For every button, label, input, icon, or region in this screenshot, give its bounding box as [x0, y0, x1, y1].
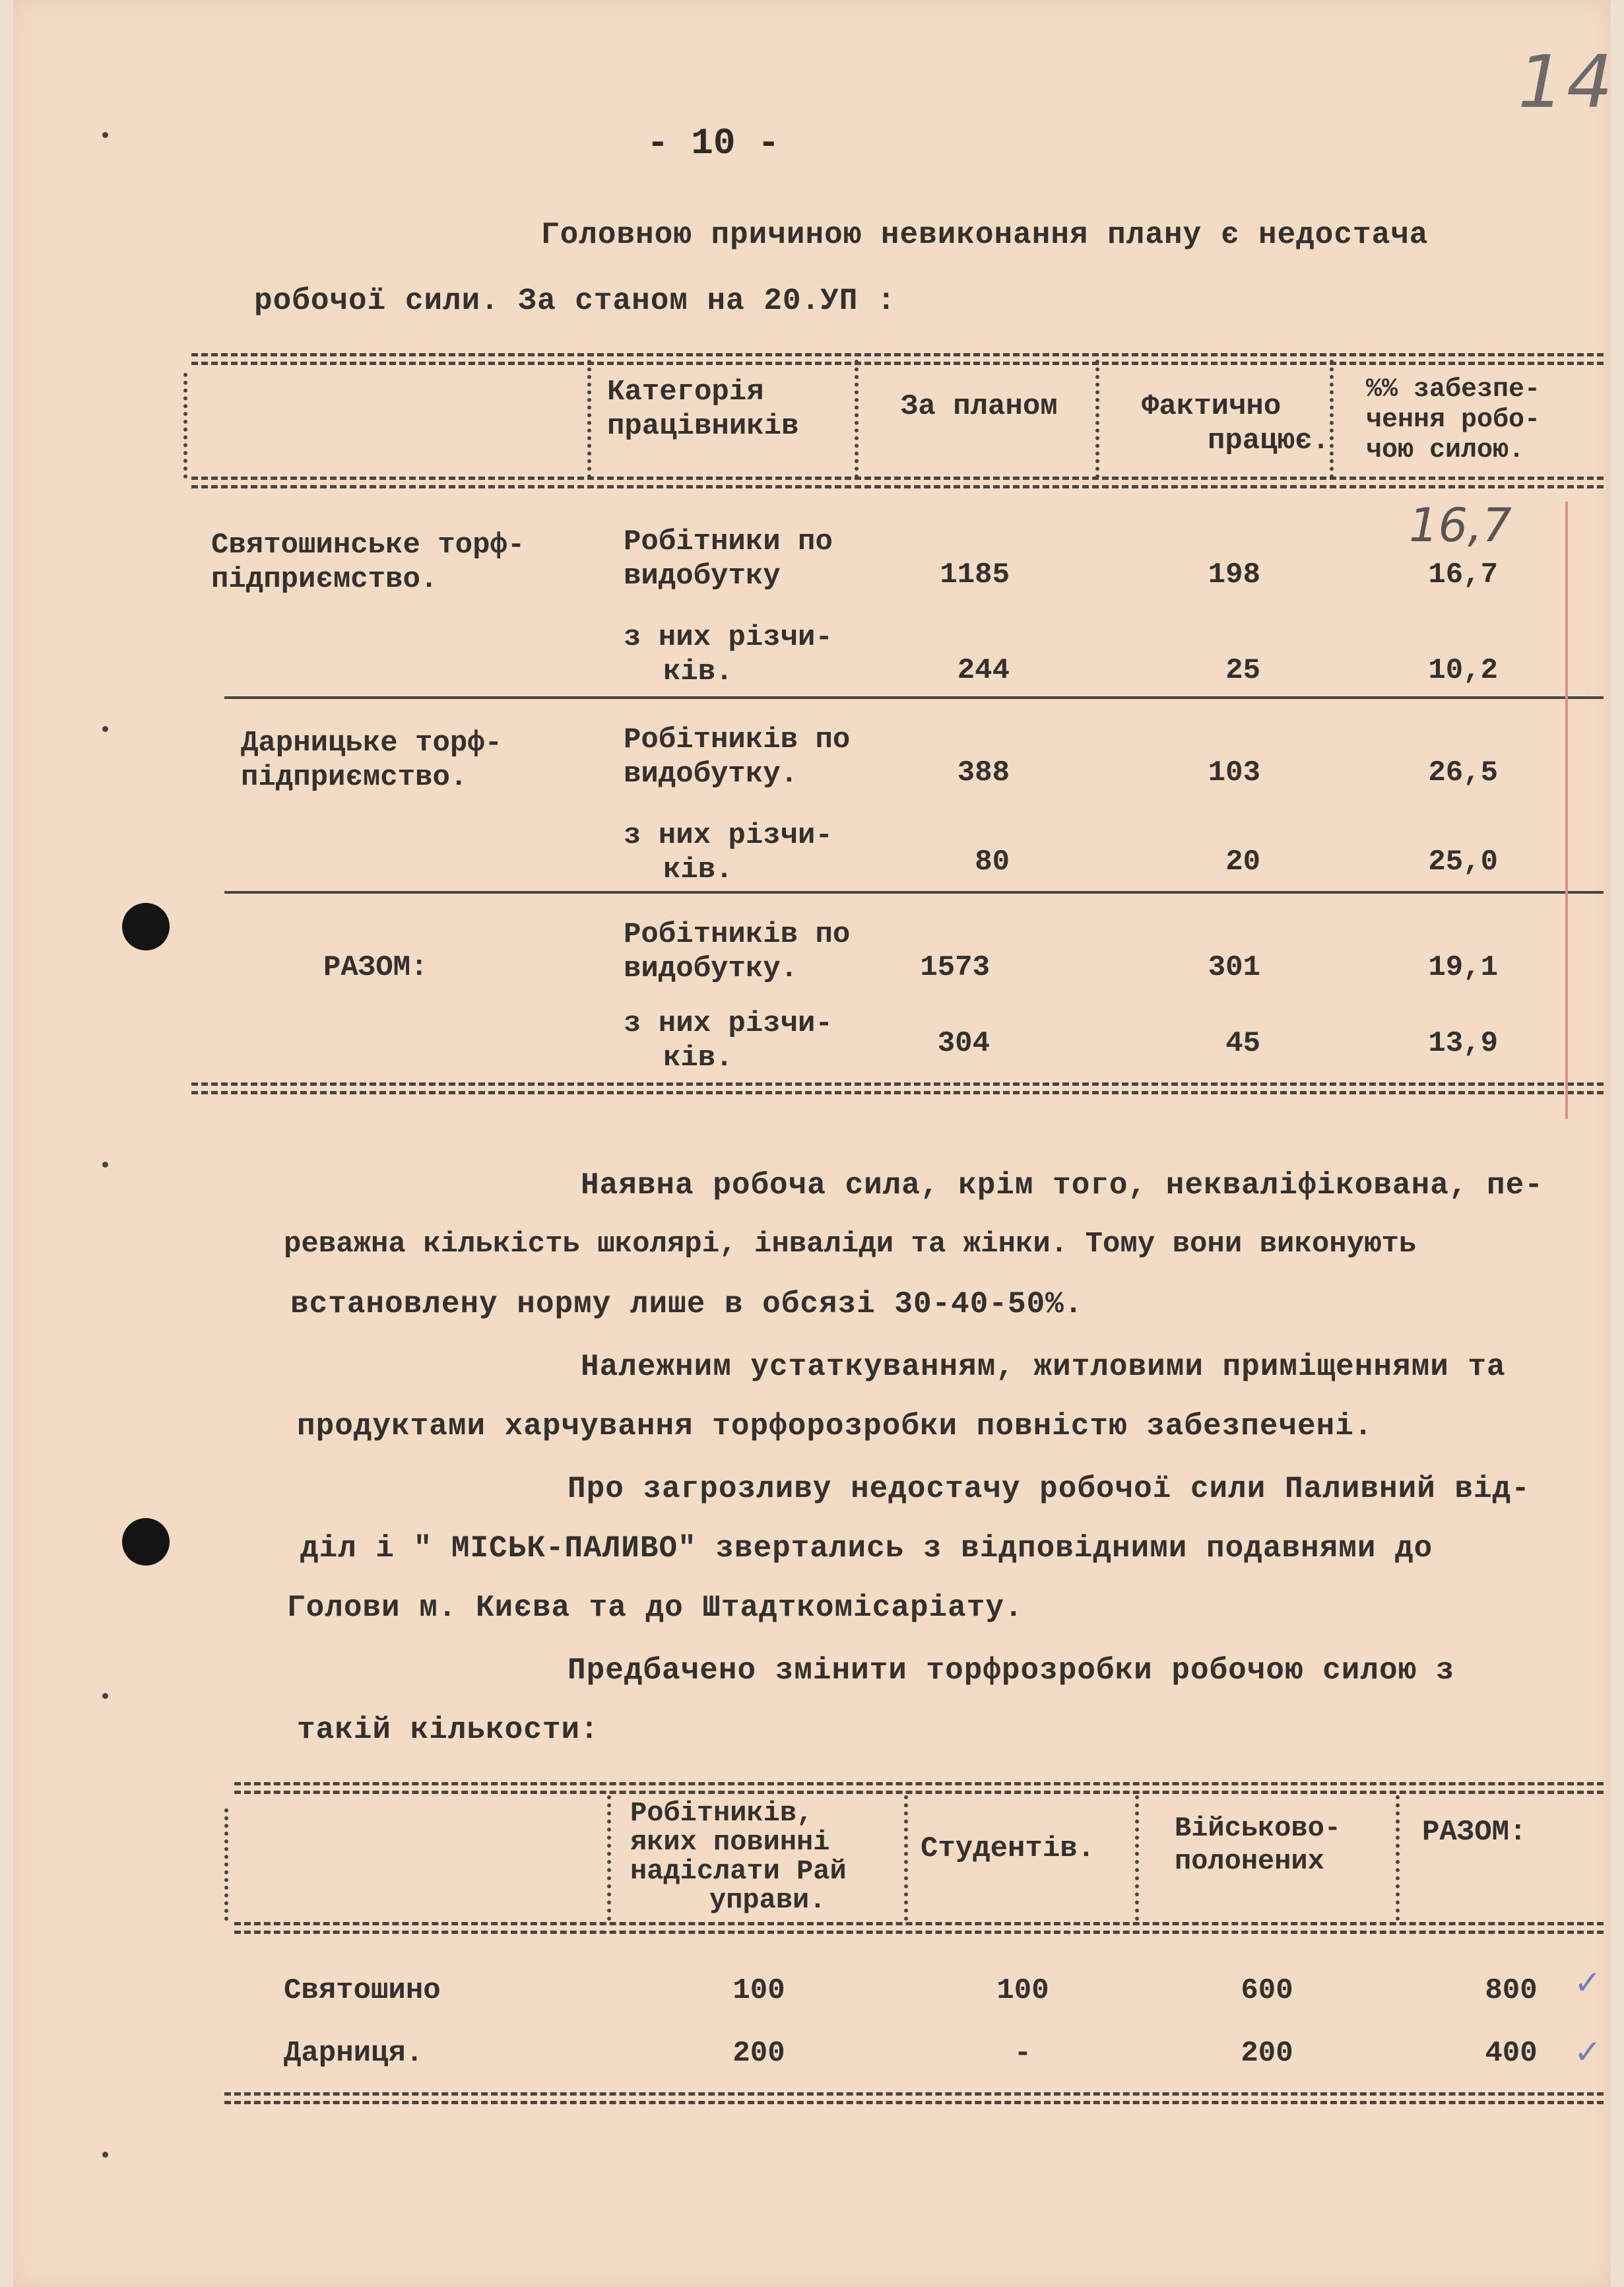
- table2-workers-value: 100: [732, 1974, 785, 2007]
- punch-hole-upper: [122, 903, 170, 950]
- handwritten-check-mark: ✓: [1574, 2033, 1602, 2071]
- table1-actual-value: 198: [1208, 558, 1260, 591]
- speck: [102, 726, 108, 732]
- table1-actual-value: 103: [1208, 756, 1260, 789]
- table2-military-value: 600: [1241, 1974, 1293, 2007]
- page-number: - 10 -: [647, 122, 780, 164]
- table1-header-percent: %% забезпе- чення робо- чою силою.: [1366, 375, 1541, 465]
- body-p1-line3: встановлену норму лише в обсязі 30-40-50%.: [290, 1287, 1084, 1321]
- table1-header-category: Категорія працівників: [607, 376, 799, 443]
- table1-percent-value: 10,2: [1428, 654, 1498, 687]
- table2-workers-value: 200: [732, 2037, 785, 2070]
- table1-group-rule: [224, 891, 1604, 894]
- handwritten-check-mark: ✓: [1574, 1964, 1602, 2002]
- speck: [102, 2152, 108, 2158]
- table1-header-rule: [191, 477, 1604, 488]
- speck: [102, 132, 108, 138]
- table2-place: Святошино: [284, 1974, 441, 2007]
- table1-plan-value: 304: [937, 1027, 990, 1060]
- table1-percent-value: 26,5: [1428, 756, 1498, 789]
- table2-students-value: 100: [996, 1974, 1049, 2007]
- table1-plan-value: 1573: [920, 951, 990, 984]
- table2-vrule: [224, 1808, 228, 1921]
- table1-plan-value: 80: [975, 845, 1010, 878]
- table2-place: Дарниця.: [284, 2037, 424, 2070]
- table1-total-label: РАЗОМ:: [323, 951, 428, 984]
- table2-students-value: -: [1014, 2037, 1032, 2070]
- table1-vrule: [183, 373, 187, 479]
- table1-vrule: [1330, 360, 1334, 479]
- table2-header-rule: [234, 1922, 1604, 1934]
- body-p2-line2: продуктами харчування торфорозробки повністю забезпечені.: [297, 1409, 1373, 1443]
- table1-percent-value: 19,1: [1428, 951, 1498, 984]
- intro-line-1: Головною причиною невиконання плану є недостача: [541, 218, 1429, 252]
- table1-category: Робітників по видобутку.: [624, 918, 851, 985]
- table1-vrule: [855, 360, 859, 479]
- table1-header-actual: Фактично працює.: [1142, 390, 1330, 457]
- table2-total-value: 800: [1485, 1974, 1538, 2007]
- body-p3-line1: Про загрозливу недостачу робочої сили Паливний від-: [568, 1472, 1530, 1506]
- table1-actual-value: 20: [1225, 845, 1260, 878]
- table1-vrule: [1095, 360, 1099, 479]
- table1-plan-value: 1185: [940, 558, 1010, 591]
- table1-enterprise-1: Святошинське торф- підприємство.: [211, 529, 525, 596]
- body-p1-line2: реважна кількість школярі, інваліди та жінки. Тому вони виконують: [284, 1228, 1417, 1261]
- table2-vrule: [1135, 1795, 1139, 1921]
- table1-enterprise-2: Дарницьке торф- підприємство.: [241, 727, 503, 794]
- table1-percent-value: 13,9: [1428, 1027, 1498, 1060]
- body-p1-line1: Наявна робоча сила, крім того, некваліфікована, пе-: [581, 1168, 1543, 1203]
- table1-category: з них різчи- ків.: [624, 621, 833, 688]
- table1-percent-value: 16,7: [1428, 558, 1498, 591]
- handwritten-page-number: 14: [1518, 40, 1615, 124]
- table1-bottom-rule: [191, 1082, 1604, 1094]
- table1-category: з них різчи- ків.: [624, 1007, 833, 1075]
- table2-header-military: Військово- полонених: [1175, 1812, 1342, 1877]
- table2-bottom-rule: [224, 2092, 1604, 2104]
- speck: [102, 1693, 108, 1699]
- body-p4-line2: такій кількости:: [297, 1713, 599, 1747]
- body-p2-line1: Належним устаткуванням, житловими приміщеннями та: [581, 1350, 1506, 1384]
- table1-header-plan: За планом: [901, 390, 1058, 423]
- body-p4-line1: Предбачено змінити торфрозробки робочою силою з: [568, 1653, 1455, 1688]
- table1-actual-value: 301: [1208, 951, 1260, 984]
- table2-header-total: РАЗОМ:: [1422, 1816, 1527, 1849]
- table2-header-workers: Робітників, яких повинні надіслати Рай управи.: [630, 1797, 847, 1916]
- table2-vrule: [1396, 1795, 1400, 1921]
- red-pencil-line: [1565, 502, 1568, 1119]
- table1-vrule: [587, 360, 591, 479]
- table2-top-rule: [234, 1782, 1604, 1794]
- table1-plan-value: 244: [957, 654, 1010, 687]
- table1-category: Робітники по видобутку: [624, 525, 833, 593]
- body-p3-line3: Голови м. Києва та до Штадткомісаріату.: [287, 1591, 1023, 1625]
- table1-percent-value: 25,0: [1428, 845, 1498, 878]
- table1-top-rule: [191, 353, 1604, 365]
- table2-header-students: Студентів.: [921, 1832, 1095, 1865]
- table2-vrule: [904, 1795, 908, 1921]
- document-page: [13, 0, 1615, 2287]
- table2-vrule: [607, 1795, 611, 1921]
- table1-category: Робітників по видобутку.: [624, 723, 851, 791]
- table1-actual-value: 45: [1225, 1027, 1260, 1060]
- body-p3-line2: діл і " МІСЬК-ПАЛИВО" звертались з відповідними подавнями до: [300, 1531, 1433, 1566]
- table1-group-rule: [224, 696, 1604, 699]
- table1-plan-value: 388: [957, 756, 1010, 789]
- table2-military-value: 200: [1241, 2037, 1293, 2070]
- table2-total-value: 400: [1485, 2037, 1538, 2070]
- table1-category: з них різчи- ків.: [624, 819, 833, 886]
- intro-line-2: робочої сили. За станом на 20.УП :: [254, 284, 896, 318]
- punch-hole-lower: [122, 1518, 170, 1566]
- handwritten-note: 16,7: [1409, 498, 1512, 552]
- speck: [102, 1162, 108, 1168]
- table1-actual-value: 25: [1225, 654, 1260, 687]
